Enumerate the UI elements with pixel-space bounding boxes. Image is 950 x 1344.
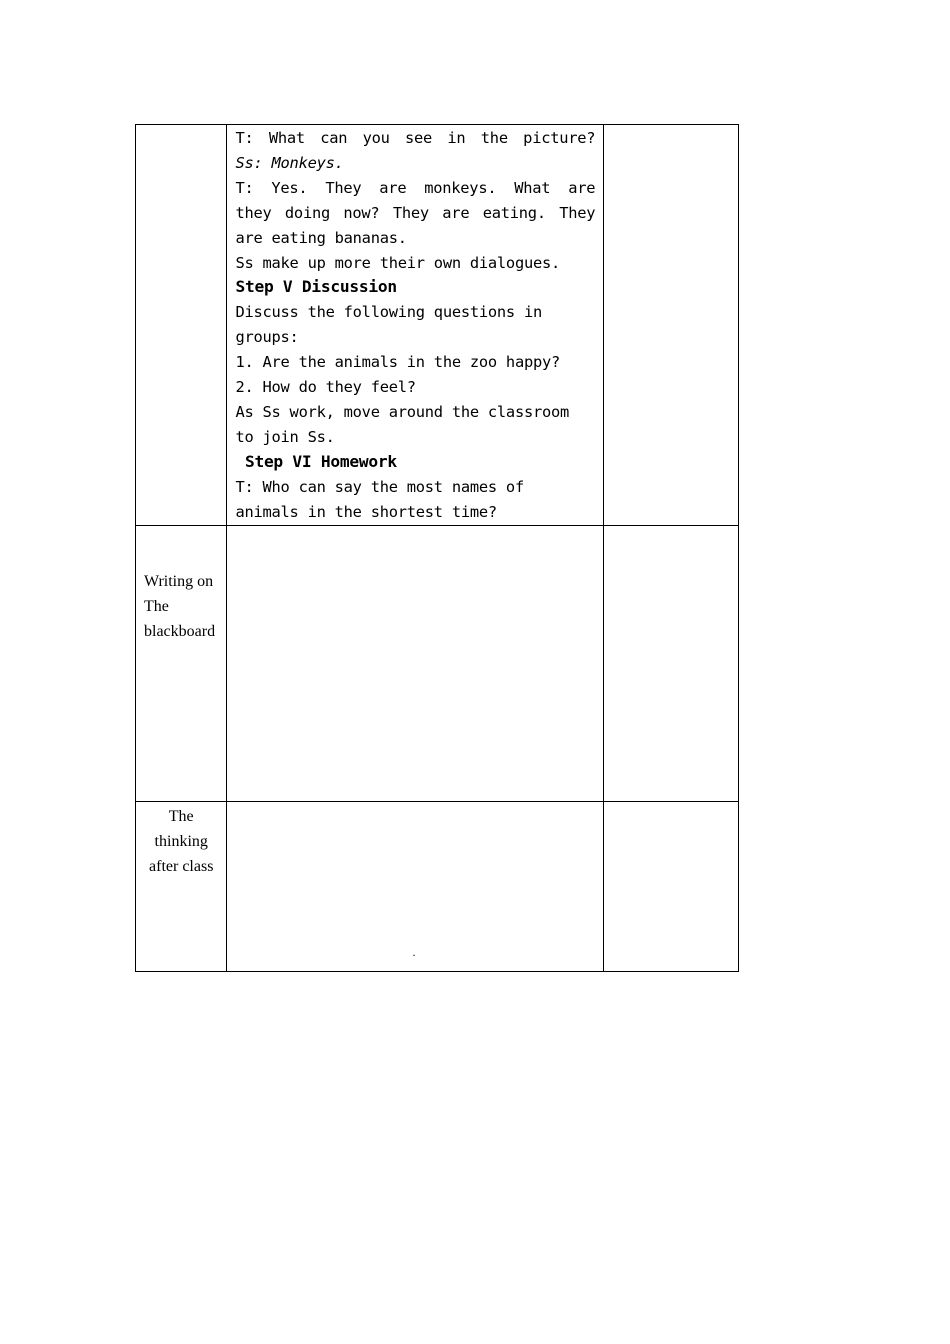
dialogue-line: animals in the shortest time? <box>235 502 497 521</box>
blackboard-row <box>136 525 739 801</box>
instruction-line: As Ss work, move around the classroom <box>235 402 570 421</box>
reflection-label: The thinking after class <box>136 801 227 971</box>
instruction-line: Ss make up more their own dialogues. <box>235 253 561 272</box>
footer-mark: . <box>412 944 416 959</box>
lesson-plan-table <box>135 124 739 972</box>
step-heading: Step V Discussion <box>235 277 397 297</box>
student-response-line: Ss: Monkeys. <box>235 153 344 172</box>
blackboard-label: Writing on The blackboard <box>136 525 227 801</box>
dialogue-line: are eating bananas. <box>235 228 407 247</box>
blackboard-content-cell <box>227 525 604 801</box>
steps-note-cell <box>604 125 739 526</box>
instruction-line: Discuss the following questions in <box>235 303 542 322</box>
teaching-steps-cell <box>227 125 604 526</box>
instruction-line: groups: <box>235 328 299 347</box>
step-heading: Step VI Homework <box>235 451 397 471</box>
instruction-line: to join Ss. <box>235 427 335 446</box>
blackboard-note-cell <box>604 525 739 801</box>
teaching-steps-row <box>136 125 739 526</box>
question-item: 2. How do they feel? <box>235 378 416 397</box>
dialogue-line: they doing now? They are eating. They <box>235 203 596 222</box>
reflection-note-cell <box>604 801 739 971</box>
dialogue-line: T: What can you see in the picture? <box>235 129 596 147</box>
dialogue-line: T: Who can say the most names of <box>235 477 524 496</box>
dialogue-line: T: Yes. They are monkeys. What are <box>235 178 596 197</box>
reflection-row <box>136 801 739 971</box>
reflection-content-cell <box>227 801 604 971</box>
steps-label-cell <box>136 125 227 526</box>
question-item: 1. Are the animals in the zoo happy? <box>235 353 561 372</box>
